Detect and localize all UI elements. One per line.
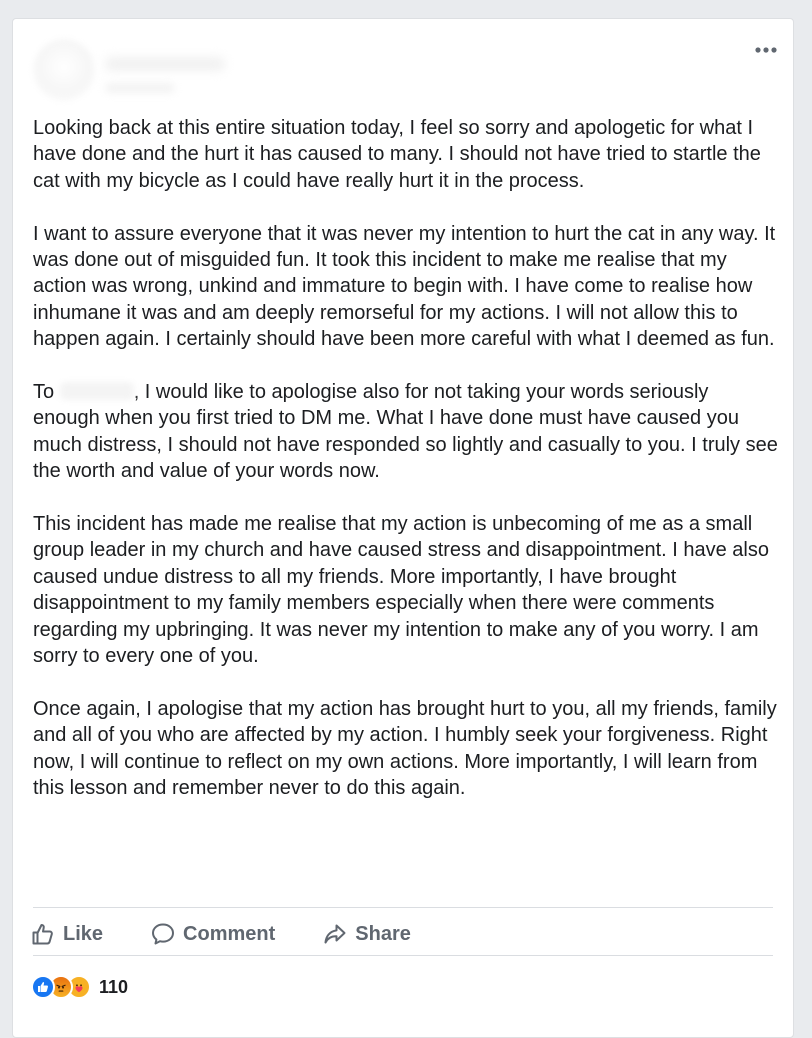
reaction-count[interactable]: 110 [99, 976, 129, 997]
share-button[interactable] [323, 922, 411, 946]
paragraph-text: , I would like to apologise also for not taking your words seriously enough when you first tried to DM me. What I have done must have caused you much distress, I should not have responded so lightly and casually to you. I truly see the worth and value of your words now. [33, 381, 778, 483]
comment-button[interactable] [151, 922, 275, 946]
divider [33, 907, 773, 908]
angry-face-icon [54, 980, 68, 994]
avatar[interactable] [33, 39, 95, 101]
post-header [33, 39, 773, 99]
like-reaction-icon [31, 975, 55, 999]
comment-label: Comment [183, 922, 276, 945]
reaction-icons [31, 975, 85, 999]
like-label: Like [63, 922, 104, 945]
more-dots-icon [755, 47, 777, 53]
like-button[interactable] [31, 922, 103, 946]
paragraph-text: To [33, 381, 55, 404]
post-paragraph: Looking back at this entire situation today, I feel so sorry and apologetic for what I have done and the hurt it has caused to many. I should not have tried to startle the cat with my bicycle as I could have really hurt it in the process. [33, 117, 761, 192]
post-text [33, 115, 779, 828]
share-label: Share [355, 922, 411, 945]
thumbs-up-icon [37, 981, 49, 993]
post-paragraph: Once again, I apologise that my action has brought hurt to you, all my friends, family and all of you who are affected by my action. I humbly seek your forgiveness. Right now, I will continue to reflect on my own actions. More importantly, I will learn from this lesson and remember never to do this again. [33, 697, 777, 800]
post-paragraph: I want to assure everyone that it was never my intention to hurt the cat in any way. It was done out of misguided fun. It took this incident to make me realise that my action was wrong, unkind and immature to begin with. I have come to realise how inhumane it was and am deeply remorseful for my actions. I will not allow this to happen again. I certainly should have been more careful with what I deemed as fun. [33, 222, 776, 351]
post-paragraph: This incident has made me realise that my action is unbecoming of me as a small group leader in my church and have caused stress and disappointment. I have also caused undue distress to all my friends. More importantly, I have brought disappointment to my family members especially when there were comments regarding my upbringing. It was never my intention to make any of you worry. I am sorry to every one of you. [33, 513, 769, 668]
reaction-summary[interactable] [31, 975, 128, 999]
redacted-name [60, 382, 134, 400]
post-timestamp-redacted [105, 83, 175, 93]
divider [33, 955, 773, 956]
post-card [12, 18, 794, 1038]
comment-icon [151, 922, 175, 946]
more-options-button[interactable] [753, 39, 779, 61]
action-bar [31, 919, 459, 949]
post-paragraph [33, 379, 779, 485]
thumbs-up-icon [31, 922, 55, 946]
author-name-redacted[interactable] [105, 57, 225, 71]
care-face-icon [72, 980, 86, 994]
share-icon [323, 922, 347, 946]
